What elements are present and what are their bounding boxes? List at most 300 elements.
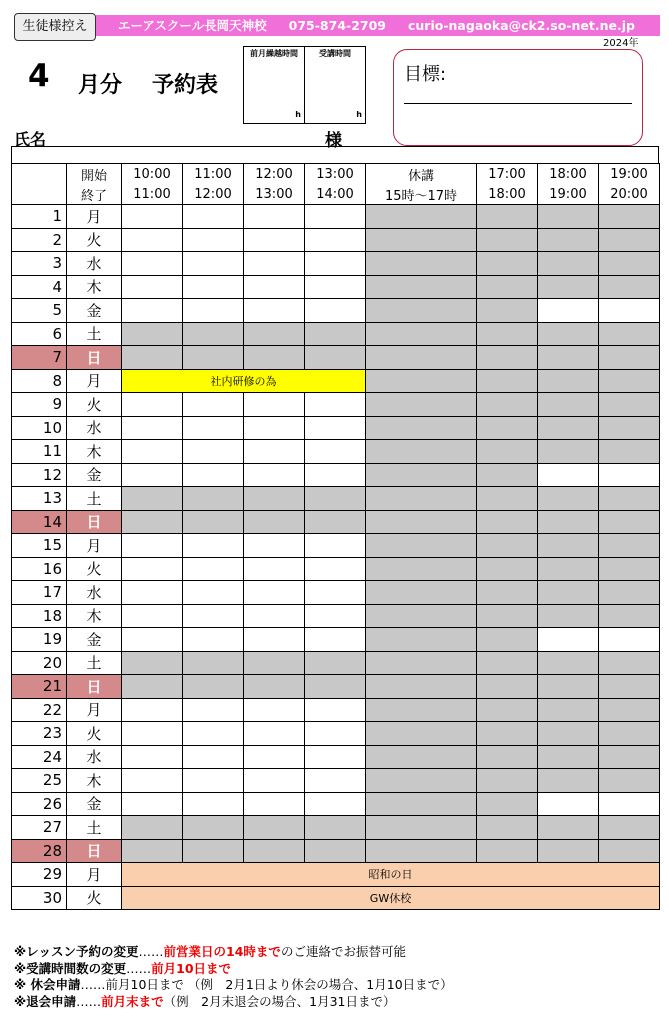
day-of-week: 日 — [67, 675, 122, 699]
time-slot[interactable] — [244, 463, 305, 487]
time-slot[interactable] — [122, 463, 183, 487]
unavailable-slot — [538, 252, 599, 276]
time-slot[interactable] — [244, 745, 305, 769]
unavailable-slot — [477, 745, 538, 769]
table-row — [12, 463, 660, 487]
time-slot[interactable] — [305, 557, 366, 581]
unavailable-slot — [599, 252, 660, 276]
day-number: 9 — [12, 393, 67, 417]
unavailable-slot — [366, 745, 477, 769]
unavailable-slot — [477, 557, 538, 581]
time-slot[interactable] — [305, 698, 366, 722]
header-blank — [12, 164, 67, 185]
table-row — [12, 604, 660, 628]
unavailable-slot — [477, 769, 538, 793]
table-row — [12, 839, 660, 863]
day-of-week: 日 — [67, 346, 122, 370]
unavailable-slot — [122, 510, 183, 534]
time-slot[interactable] — [183, 299, 244, 323]
time-slot[interactable] — [305, 628, 366, 652]
table-row — [12, 228, 660, 252]
time-slot[interactable] — [122, 745, 183, 769]
time-slot[interactable] — [183, 205, 244, 229]
day-number: 12 — [12, 463, 67, 487]
unavailable-slot — [599, 839, 660, 863]
time-slot[interactable] — [305, 299, 366, 323]
unavailable-slot — [366, 604, 477, 628]
unavailable-slot — [244, 510, 305, 534]
unavailable-slot — [366, 769, 477, 793]
time-slot[interactable] — [244, 557, 305, 581]
copy-badge: 生徒様控え — [14, 13, 96, 41]
unavailable-slot — [366, 581, 477, 605]
table-row — [12, 369, 660, 393]
day-of-week: 金 — [67, 792, 122, 816]
unavailable-slot — [538, 557, 599, 581]
day-number: 19 — [12, 628, 67, 652]
day-number: 30 — [12, 886, 67, 910]
note-lead: ※退会申請 — [14, 993, 77, 1009]
day-number: 26 — [12, 792, 67, 816]
unavailable-slot — [366, 839, 477, 863]
unavailable-slot — [366, 369, 477, 393]
goal-label: 目標: — [404, 64, 447, 85]
unavailable-slot — [244, 346, 305, 370]
unavailable-slot — [538, 839, 599, 863]
day-of-week: 火 — [67, 722, 122, 746]
time-slot[interactable] — [305, 463, 366, 487]
school-email: curio-nagaoka@ck2.so-net.ne.jp — [408, 18, 635, 33]
column-end-time: 20:00 — [599, 184, 660, 205]
unavailable-slot — [122, 322, 183, 346]
unavailable-slot — [305, 322, 366, 346]
time-slot[interactable] — [183, 463, 244, 487]
day-of-week: 木 — [67, 604, 122, 628]
unavailable-slot — [477, 463, 538, 487]
unavailable-slot — [477, 487, 538, 511]
column-start-time: 18:00 — [538, 164, 599, 185]
note-lead: ※ 休会申請 — [14, 977, 81, 992]
time-slot[interactable] — [305, 792, 366, 816]
day-number: 4 — [12, 275, 67, 299]
time-slot[interactable] — [122, 416, 183, 440]
unavailable-slot — [366, 487, 477, 511]
time-slot[interactable] — [122, 792, 183, 816]
time-slot[interactable] — [538, 792, 599, 816]
carryover-hours-label: 前月繰越時間 — [250, 49, 298, 58]
day-number: 18 — [12, 604, 67, 628]
time-slot[interactable] — [183, 604, 244, 628]
time-slot[interactable] — [122, 722, 183, 746]
unavailable-slot — [366, 792, 477, 816]
day-of-week: 土 — [67, 816, 122, 840]
table-row — [12, 510, 660, 534]
time-slot[interactable] — [122, 252, 183, 276]
time-slot[interactable] — [244, 534, 305, 558]
time-slot[interactable] — [183, 534, 244, 558]
time-slot[interactable] — [305, 416, 366, 440]
unavailable-slot — [366, 722, 477, 746]
table-row — [12, 346, 660, 370]
column-end-time: 13:00 — [244, 184, 305, 205]
unavailable-slot — [183, 816, 244, 840]
unavailable-slot — [599, 369, 660, 393]
time-slot[interactable] — [183, 275, 244, 299]
time-slot[interactable] — [244, 393, 305, 417]
time-slot[interactable] — [183, 557, 244, 581]
unavailable-slot — [244, 322, 305, 346]
table-header-start-row — [12, 164, 660, 185]
day-number: 20 — [12, 651, 67, 675]
unavailable-slot — [477, 698, 538, 722]
table-row — [12, 745, 660, 769]
day-number: 27 — [12, 816, 67, 840]
table-row — [12, 275, 660, 299]
time-slot[interactable] — [244, 228, 305, 252]
table-row — [12, 863, 660, 887]
unavailable-slot — [244, 839, 305, 863]
unavailable-slot — [538, 651, 599, 675]
unavailable-slot — [305, 839, 366, 863]
note-lead: ※受講時間数の変更 — [14, 960, 127, 976]
unavailable-slot — [477, 322, 538, 346]
column-end-time: 11:00 — [122, 184, 183, 205]
unavailable-slot — [599, 722, 660, 746]
table-row — [12, 628, 660, 652]
note-line — [14, 944, 453, 961]
day-of-week: 月 — [67, 863, 122, 887]
day-of-week: 日 — [67, 839, 122, 863]
unavailable-slot — [305, 510, 366, 534]
day-of-week: 土 — [67, 322, 122, 346]
table-row — [12, 416, 660, 440]
unavailable-slot — [477, 581, 538, 605]
column-start-time: 11:00 — [183, 164, 244, 185]
note-lead: ※レッスン予約の変更 — [14, 944, 139, 959]
day-of-week: 木 — [67, 275, 122, 299]
unavailable-slot — [366, 252, 477, 276]
unavailable-slot — [599, 416, 660, 440]
school-header-bar — [96, 15, 660, 36]
day-number: 11 — [12, 440, 67, 464]
time-slot[interactable] — [244, 205, 305, 229]
time-slot[interactable] — [183, 228, 244, 252]
unavailable-slot — [477, 205, 538, 229]
unavailable-slot — [477, 346, 538, 370]
time-slot[interactable] — [305, 722, 366, 746]
page-title: 予約表 — [152, 73, 219, 98]
unavailable-slot — [366, 299, 477, 323]
time-slot[interactable] — [244, 628, 305, 652]
month-suffix: 月分 — [78, 73, 123, 98]
unavailable-slot — [366, 698, 477, 722]
day-number: 13 — [12, 487, 67, 511]
time-slot[interactable] — [122, 581, 183, 605]
unavailable-slot — [366, 275, 477, 299]
unavailable-slot — [599, 228, 660, 252]
school-name: エーアスクール長岡天神校 — [118, 18, 267, 33]
day-of-week: 月 — [67, 369, 122, 393]
time-slot[interactable] — [122, 534, 183, 558]
time-slot[interactable] — [244, 698, 305, 722]
time-slot[interactable] — [122, 698, 183, 722]
day-of-week: 火 — [67, 886, 122, 910]
unavailable-slot — [305, 816, 366, 840]
unavailable-slot — [477, 440, 538, 464]
unavailable-slot — [183, 839, 244, 863]
end-label: 終了 — [67, 184, 122, 205]
day-number: 14 — [12, 510, 67, 534]
time-slot[interactable] — [538, 628, 599, 652]
time-slot[interactable] — [183, 792, 244, 816]
time-slot[interactable] — [183, 252, 244, 276]
time-slot[interactable] — [183, 393, 244, 417]
unavailable-slot — [366, 346, 477, 370]
table-row — [12, 886, 660, 910]
unavailable-slot — [366, 228, 477, 252]
time-slot[interactable] — [599, 628, 660, 652]
time-slot[interactable] — [305, 393, 366, 417]
time-slot[interactable] — [244, 416, 305, 440]
unavailable-slot — [366, 205, 477, 229]
unavailable-slot — [244, 675, 305, 699]
unavailable-slot — [599, 604, 660, 628]
day-number: 16 — [12, 557, 67, 581]
school-phone: 075-874-2709 — [288, 18, 386, 33]
unavailable-slot — [538, 440, 599, 464]
unavailable-slot — [477, 722, 538, 746]
day-of-week: 木 — [67, 769, 122, 793]
table-row — [12, 487, 660, 511]
unavailable-slot — [477, 252, 538, 276]
unavailable-slot — [366, 440, 477, 464]
unavailable-slot — [538, 816, 599, 840]
unavailable-slot — [305, 346, 366, 370]
time-slot[interactable] — [305, 275, 366, 299]
attended-hours-label: 受講時間 — [319, 49, 351, 58]
time-slot[interactable] — [244, 581, 305, 605]
time-slot[interactable] — [122, 440, 183, 464]
unavailable-slot — [599, 487, 660, 511]
unavailable-slot — [538, 322, 599, 346]
day-of-week: 水 — [67, 416, 122, 440]
unavailable-slot — [477, 534, 538, 558]
unavailable-slot — [477, 393, 538, 417]
unavailable-slot — [477, 299, 538, 323]
time-slot[interactable] — [305, 205, 366, 229]
time-slot[interactable] — [122, 205, 183, 229]
note-dots: …… — [76, 993, 102, 1009]
unavailable-slot — [538, 205, 599, 229]
column-start-time: 19:00 — [599, 164, 660, 185]
day-of-week: 月 — [67, 534, 122, 558]
unavailable-slot — [538, 393, 599, 417]
unavailable-slot — [599, 322, 660, 346]
day-of-week: 月 — [67, 698, 122, 722]
header-blank — [12, 184, 67, 205]
note-deadline: 前月末まで — [101, 993, 164, 1009]
day-of-week: 月 — [67, 205, 122, 229]
unavailable-slot — [538, 581, 599, 605]
unavailable-slot — [599, 698, 660, 722]
unavailable-slot — [366, 416, 477, 440]
day-of-week: 火 — [67, 393, 122, 417]
time-slot[interactable] — [305, 769, 366, 793]
day-number: 6 — [12, 322, 67, 346]
unavailable-slot — [477, 604, 538, 628]
unavailable-slot — [366, 510, 477, 534]
day-number: 8 — [12, 369, 67, 393]
attended-hours-cell[interactable] — [304, 47, 365, 123]
unavailable-slot — [599, 275, 660, 299]
time-slot[interactable] — [122, 604, 183, 628]
note-dots: …… — [138, 944, 164, 959]
note-detail: （例 2月末退会の場合、1月31日まで） — [163, 993, 396, 1009]
table-row — [12, 769, 660, 793]
table-row — [12, 252, 660, 276]
time-slot[interactable] — [305, 604, 366, 628]
note-line — [14, 994, 453, 1011]
unavailable-slot — [599, 346, 660, 370]
unavailable-slot — [183, 675, 244, 699]
time-slot[interactable] — [538, 299, 599, 323]
day-number: 22 — [12, 698, 67, 722]
unavailable-slot — [122, 651, 183, 675]
unavailable-slot — [538, 534, 599, 558]
day-of-week: 火 — [67, 557, 122, 581]
time-slot[interactable] — [599, 792, 660, 816]
day-of-week: 日 — [67, 510, 122, 534]
event-cell: 社内研修の為 — [122, 369, 366, 393]
month-number: 4 — [28, 58, 50, 94]
time-slot[interactable] — [122, 275, 183, 299]
note-line — [14, 961, 453, 978]
column-start-time: 休講 — [366, 164, 477, 185]
unavailable-slot — [538, 722, 599, 746]
goal-line — [404, 103, 632, 104]
day-of-week: 土 — [67, 487, 122, 511]
table-top-spacer — [11, 146, 659, 164]
time-slot[interactable] — [305, 581, 366, 605]
start-label: 開始 — [67, 164, 122, 185]
unavailable-slot — [183, 487, 244, 511]
time-slot[interactable] — [599, 299, 660, 323]
hours-unit: h — [295, 110, 301, 119]
unavailable-slot — [599, 393, 660, 417]
note-line — [14, 977, 453, 994]
time-slot[interactable] — [183, 722, 244, 746]
note-detail: のご連絡でお振替可能 — [280, 944, 406, 959]
time-slot[interactable] — [122, 228, 183, 252]
time-slot[interactable] — [305, 745, 366, 769]
table-row — [12, 816, 660, 840]
name-honorific: 様 — [325, 131, 342, 151]
table-row — [12, 792, 660, 816]
time-slot[interactable] — [305, 252, 366, 276]
table-row — [12, 205, 660, 229]
time-slot[interactable] — [244, 440, 305, 464]
time-slot[interactable] — [183, 440, 244, 464]
time-slot[interactable] — [183, 581, 244, 605]
time-slot[interactable] — [305, 228, 366, 252]
unavailable-slot — [599, 675, 660, 699]
unavailable-slot — [538, 745, 599, 769]
day-number: 24 — [12, 745, 67, 769]
unavailable-slot — [366, 816, 477, 840]
time-slot[interactable] — [305, 440, 366, 464]
unavailable-slot — [599, 510, 660, 534]
unavailable-slot — [599, 745, 660, 769]
time-slot[interactable] — [244, 299, 305, 323]
time-slot[interactable] — [305, 534, 366, 558]
time-slot[interactable] — [122, 769, 183, 793]
unavailable-slot — [366, 628, 477, 652]
table-row — [12, 534, 660, 558]
unavailable-slot — [477, 275, 538, 299]
time-slot[interactable] — [599, 463, 660, 487]
time-slot[interactable] — [244, 769, 305, 793]
time-slot[interactable] — [244, 604, 305, 628]
carryover-hours-cell[interactable] — [244, 47, 304, 123]
time-slot[interactable] — [183, 698, 244, 722]
time-slot[interactable] — [183, 769, 244, 793]
unavailable-slot — [183, 346, 244, 370]
day-number: 10 — [12, 416, 67, 440]
unavailable-slot — [477, 792, 538, 816]
time-slot[interactable] — [122, 557, 183, 581]
notes — [14, 944, 453, 1010]
unavailable-slot — [366, 675, 477, 699]
day-of-week: 金 — [67, 299, 122, 323]
column-start-time: 17:00 — [477, 164, 538, 185]
unavailable-slot — [366, 651, 477, 675]
time-slot[interactable] — [538, 463, 599, 487]
note-deadline: 前月10日まで — [151, 960, 232, 976]
unavailable-slot — [599, 769, 660, 793]
time-slot[interactable] — [122, 299, 183, 323]
unavailable-slot — [477, 675, 538, 699]
time-slot[interactable] — [244, 252, 305, 276]
unavailable-slot — [366, 463, 477, 487]
time-slot[interactable] — [122, 628, 183, 652]
day-number: 2 — [12, 228, 67, 252]
unavailable-slot — [538, 228, 599, 252]
time-slot[interactable] — [244, 275, 305, 299]
unavailable-slot — [538, 346, 599, 370]
table-row — [12, 299, 660, 323]
time-slot[interactable] — [183, 416, 244, 440]
day-number: 17 — [12, 581, 67, 605]
day-number: 15 — [12, 534, 67, 558]
day-number: 23 — [12, 722, 67, 746]
time-slot[interactable] — [244, 792, 305, 816]
day-number: 25 — [12, 769, 67, 793]
table-row — [12, 698, 660, 722]
column-start-time: 10:00 — [122, 164, 183, 185]
time-slot[interactable] — [244, 722, 305, 746]
time-slot[interactable] — [183, 745, 244, 769]
unavailable-slot — [599, 557, 660, 581]
unavailable-slot — [477, 510, 538, 534]
unavailable-slot — [599, 440, 660, 464]
time-slot[interactable] — [122, 393, 183, 417]
unavailable-slot — [305, 487, 366, 511]
unavailable-slot — [599, 534, 660, 558]
time-slot[interactable] — [183, 628, 244, 652]
event-cell: GW休校 — [122, 886, 660, 910]
day-of-week: 木 — [67, 440, 122, 464]
unavailable-slot — [366, 557, 477, 581]
